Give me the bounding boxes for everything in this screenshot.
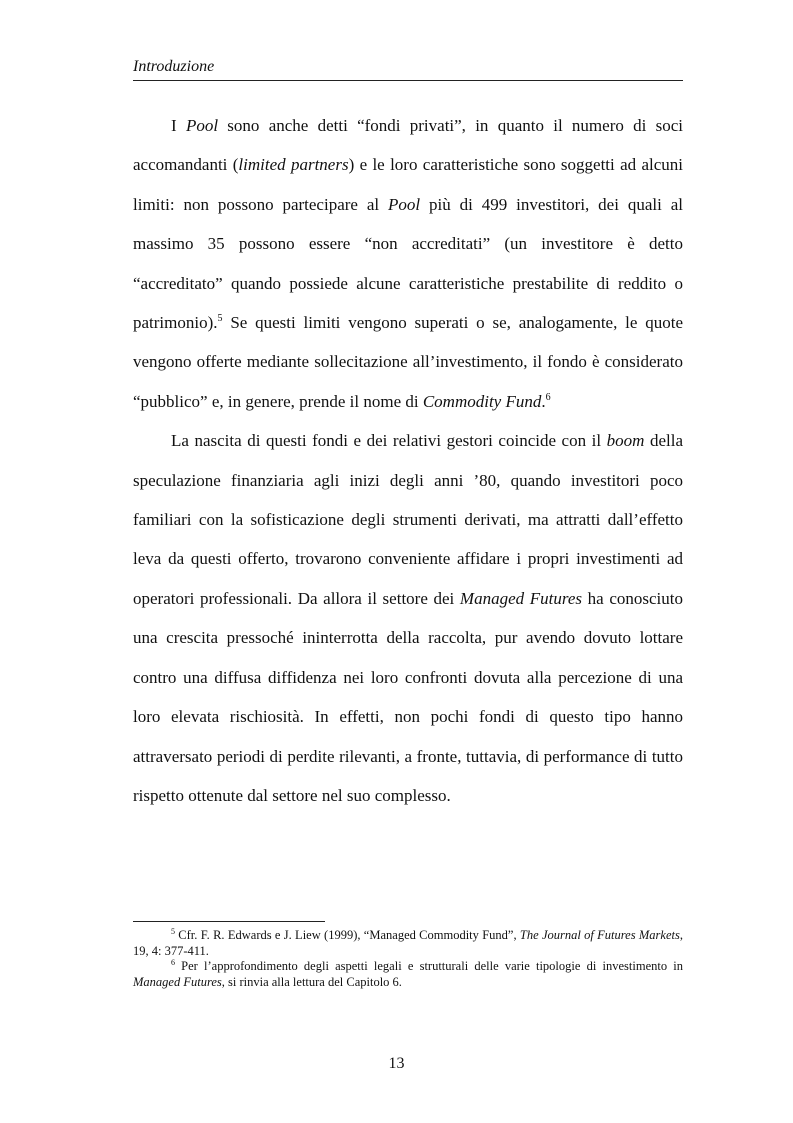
italic-term: limited partners xyxy=(238,155,349,175)
footnote-number: 6 xyxy=(171,958,175,967)
text-run: sono anche detti “fondi privati”, in quanto il numero di soci accomandanti ( xyxy=(133,116,683,175)
italic-term: Commodity Fund xyxy=(422,391,542,411)
footnote-number: 5 xyxy=(171,927,175,936)
italic-term: Pool xyxy=(388,194,421,214)
text-run: La nascita di questi fondi e dei relativi gestori coincide con il xyxy=(171,431,607,451)
italic-term: Pool xyxy=(185,116,219,135)
text-run: Per l’approfondimento degli aspetti legali e strutturali delle varie tipologie di investimento in xyxy=(175,959,683,973)
footnote-rule xyxy=(133,921,325,922)
running-header: Introduzione xyxy=(133,58,215,75)
footnote-6 xyxy=(133,959,683,990)
italic-term: boom xyxy=(606,431,645,451)
text-run: della speculazione finanziaria agli inizi degli anni ’80, quando investitori poco familiari con la sofisticazione degli strumenti derivati, ma attratti dall’effetto leva da questi offerto, trovarono conveniente affidare i propri investimenti ad operatori professionali. Da allora il settore dei xyxy=(133,431,683,608)
footnote-5 xyxy=(133,928,683,959)
page-number: 13 xyxy=(388,1055,405,1072)
text-run: Se questi limiti vengono superati o se, analogamente, le quote vengono offerte mediante sollecitazione all’investimento, il fondo è considerato “pubblico” e, in genere, prende il nome di xyxy=(133,313,683,411)
footnote-ref: 6 xyxy=(545,391,551,403)
paragraph-2 xyxy=(133,421,683,815)
italic-term: Managed Futures xyxy=(459,588,583,608)
italic-term: Managed Futures xyxy=(133,974,222,989)
footnote-ref: 5 xyxy=(217,313,223,325)
text-run: . xyxy=(541,391,546,411)
text-run: Cfr. F. R. Edwards e J. Liew (1999), “Managed Commodity Fund”, xyxy=(175,928,520,942)
text-run: ha conosciuto una crescita pressoché ininterrotta della raccolta, pur avendo dovuto lottare contro una diffusa diffidenza nei loro confronti dovuta alla percezione di una loro elevata rischiosità. In effetti, non pochi fondi di questo tipo hanno attraversato periodi di perdite rilevanti, a fronte, tuttavia, di performance di tutto rispetto ottenute dal settore nel suo complesso. xyxy=(133,588,683,805)
text-run: ) e le loro caratteristiche sono soggetti ad alcuni limiti: non possono partecipare al xyxy=(133,155,683,214)
footnotes xyxy=(133,928,683,990)
header-rule xyxy=(133,80,683,81)
journal-title: The Journal of Futures Markets xyxy=(519,928,680,942)
text-run: più di 499 investitori, dei quali al massimo 35 possono essere “non accreditati” (un investitore è detto “accreditato” quando possiede alcune caratteristiche prestabilite di reddito o patrimonio). xyxy=(133,194,683,333)
body-text xyxy=(133,106,683,815)
paragraph-1 xyxy=(133,106,683,421)
text-run: , 19, 4: 377-411. xyxy=(133,928,683,958)
text-run: , si rinvia alla lettura del Capitolo 6. xyxy=(221,974,402,989)
text-run: I xyxy=(171,116,186,135)
